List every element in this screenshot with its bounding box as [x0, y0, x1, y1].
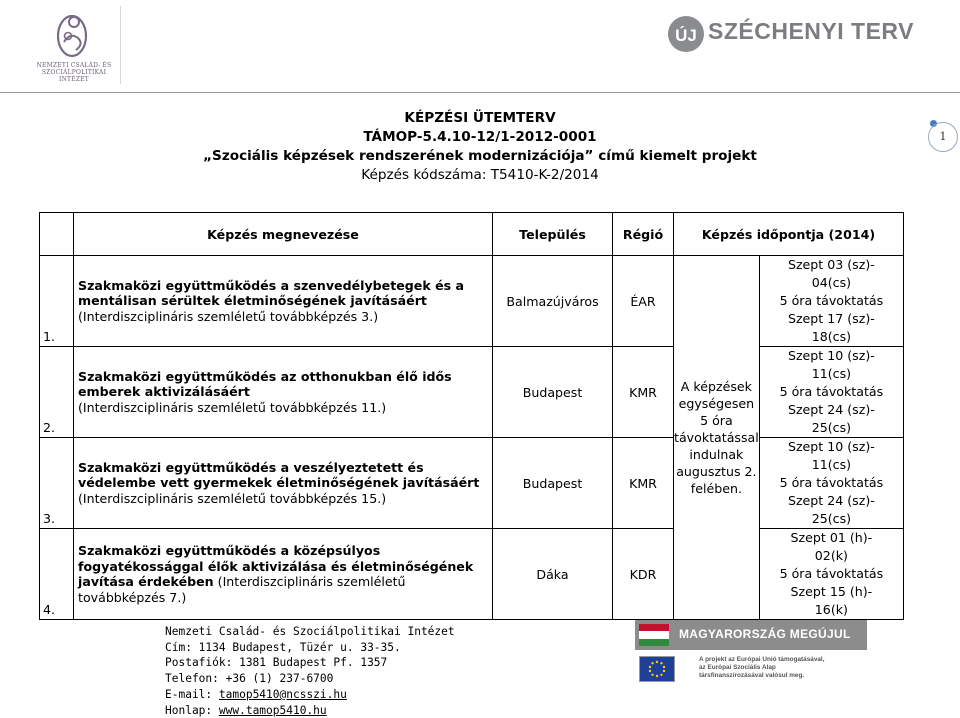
course-name: Szakmaközi együttműködés az otthonukban élő idős emberek aktivizálásáért (Interdiszciplináris szemléletű továbbképzés 11.) [74, 347, 493, 438]
city: Budapest [493, 438, 613, 529]
family-figure-icon [28, 6, 120, 62]
ncsszi-logo-text: NEMZETI CSALÁD- ÉS SZOCIÁLPOLITIKAI INTÉZET [36, 62, 112, 83]
course-name: Szakmaközi együttműködés a szenvedélybetegek és a mentálisan sérültek életminőségének javításáért (Interdiszciplináris szemléletű továbbképzés 3.) [74, 256, 493, 347]
ncsszi-logo [28, 6, 121, 84]
footer-web-line: Honlap: www.tamop5410.hu [165, 703, 327, 717]
szechenyi-terv-icon [668, 14, 706, 54]
footer-postal: Postafiók: 1381 Budapest Pf. 1357 [165, 656, 388, 670]
course-dates: Szept 10 (sz)- 11(cs) 5 óra távoktatás Szept 24 (sz)- 25(cs) [759, 347, 903, 438]
title-line-2: TÁMOP-5.4.10-12/1-2012-0001 [363, 129, 597, 145]
header-city: Település [493, 213, 613, 256]
table-row [40, 529, 904, 620]
region: KDR [613, 529, 674, 620]
row-number: 2. [40, 347, 74, 438]
footer-contact [165, 624, 455, 718]
eu-flag-icon [639, 656, 675, 682]
header-num [40, 213, 74, 256]
course-name: Szakmaközi együttműködés a veszélyeztetett és védelembe vett gyermekek életminőségének javításáért (Interdiszciplináris szemléletű továbbképzés 15.) [74, 438, 493, 529]
course-dates: Szept 10 (sz)- 11(cs) 5 óra távoktatás Szept 24 (sz)- 25(cs) [759, 438, 903, 529]
magyarorszag-megujul-banner [635, 620, 867, 650]
footer-org: Nemzeti Család- és Szociálpolitikai Intézet [165, 625, 455, 638]
region: KMR [613, 438, 674, 529]
table-header-row [40, 213, 904, 256]
course-dates: Szept 03 (sz)- 04(cs) 5 óra távoktatás Szept 17 (sz)- 18(cs) [759, 256, 903, 347]
region: ÉAR [613, 256, 674, 347]
uj-badge: ÚJ [675, 26, 697, 45]
header-name: Képzés megnevezése [74, 213, 493, 256]
funding-logo [635, 620, 870, 690]
hungarian-flag-icon [639, 624, 669, 646]
course-name: Szakmaközi együttműködés a középsúlyos fogyatékossággal élők aktivizálása és életminőségének javítása érdekében (Interdiszciplináris szemléletű továbbképzés 7.) [74, 529, 493, 620]
city: Dáka [493, 529, 613, 620]
footer-phone: Telefon: +36 (1) 237-6700 [165, 672, 334, 686]
header-region: Régió [613, 213, 674, 256]
document-title [0, 109, 960, 185]
row-number: 3. [40, 438, 74, 529]
szechenyi-terv-text: SZÉCHENYI TERV [708, 18, 914, 44]
footer-email-line: E-mail: tamop5410@ncsszi.hu [165, 687, 347, 701]
schedule-table [39, 212, 904, 620]
title-line-1: KÉPZÉSI ÜTEMTERV [404, 110, 556, 126]
title-line-3: „Szociális képzések rendszerének modernizációja” című kiemelt projekt [203, 148, 757, 164]
city: Balmazújváros [493, 256, 613, 347]
table-row [40, 256, 904, 347]
row-number: 1. [40, 256, 74, 347]
page-number: 1 [928, 122, 958, 152]
web-link[interactable]: www.tamop5410.hu [218, 703, 327, 717]
city: Budapest [493, 347, 613, 438]
general-info: A képzések egységesen 5 óra távoktatással indulnak augusztus 2. felében. [674, 256, 760, 620]
region: KMR [613, 347, 674, 438]
course-dates: Szept 01 (h)- 02(k) 5 óra távoktatás Szept 15 (h)- 16(k) [759, 529, 903, 620]
magyarorszag-megujul-text: MAGYARORSZÁG MEGÚJUL [679, 627, 851, 641]
table-row [40, 438, 904, 529]
title-line-4: Képzés kódszáma: T5410-K-2/2014 [361, 167, 599, 183]
header-divider [0, 92, 960, 93]
footer-address: Cím: 1134 Budapest, Tüzér u. 33-35. [165, 640, 401, 654]
header-date: Képzés időpontja (2014) [674, 213, 904, 256]
row-number: 4. [40, 529, 74, 620]
szechenyi-terv-logo [668, 12, 914, 74]
table-row [40, 347, 904, 438]
email-link[interactable]: tamop5410@ncsszi.hu [218, 687, 347, 701]
eu-funding-text: A projekt az Európai Unió támogatásával, az Európai Szociális Alap társfinanszírozásával valósul meg. [699, 656, 825, 679]
